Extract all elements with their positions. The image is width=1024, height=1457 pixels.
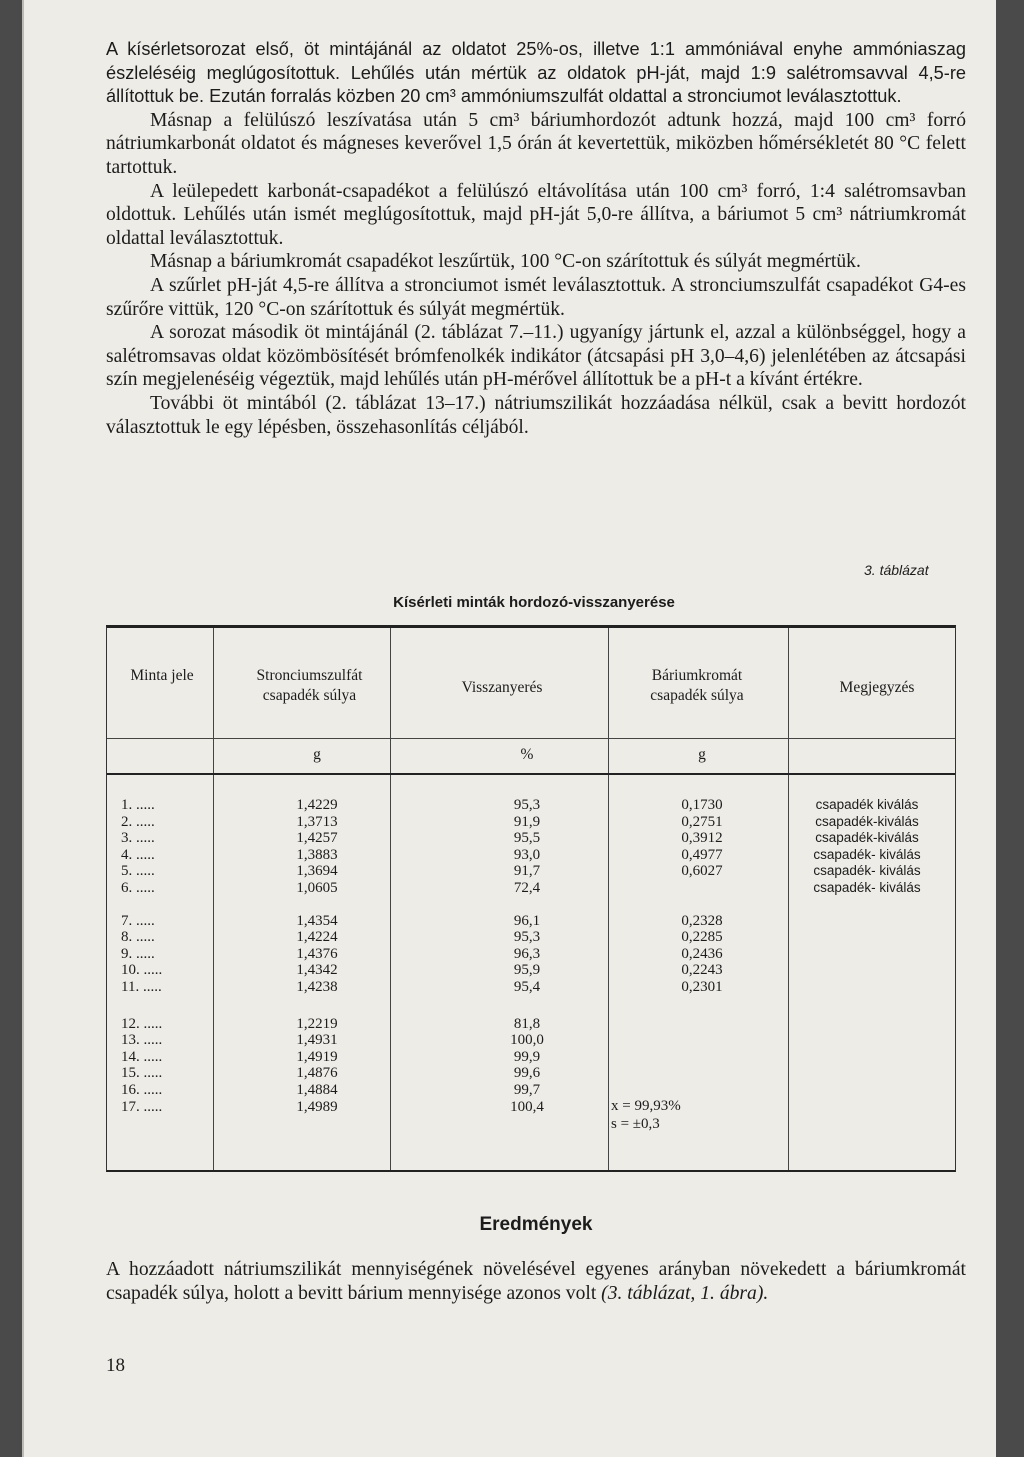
- cell-sr: 1,0605: [296, 880, 338, 896]
- table-row: [107, 1064, 955, 1082]
- cell-ba: 0,1730: [681, 797, 723, 813]
- header-rule: [107, 738, 955, 739]
- table-row: [107, 796, 955, 814]
- cell-vis: 91,7: [513, 863, 541, 880]
- cell-minta: 1. .....: [121, 797, 155, 813]
- paragraph-1: A kísérletsorozat első, öt mintájánál az oldatot 25%-os, illetve 1:1 ammóniával enyhe ammóniaszag észleléséig meglúgosítottuk. Lehűlés után mértük az oldatok pH-ját, majd 1:9 salétromsavval 4,5-re állítottuk be. Ezután forralás közben 20 cm³ ammóniumszulfát oldattal a stronciumot leválasztottuk.: [106, 39, 966, 107]
- cell-vis: 96,3: [513, 945, 541, 962]
- table-row: [107, 1098, 955, 1116]
- table-row: [107, 862, 955, 880]
- paragraph-5: A szűrlet pH-ját 4,5-re állítva a stronciumot ismét leválasztottuk. A stronciumszulfát csapadékot G4-es szűrőre vittük, 120 °C-on szárítottuk és súlyát megmértük.: [106, 274, 966, 320]
- cell-vis: 95,4: [513, 979, 541, 995]
- cell-vis: 93,0: [513, 846, 541, 863]
- cell-megjegyzes: csapadék-kiválás: [815, 830, 919, 846]
- table-number: 3. táblázat: [864, 562, 929, 578]
- cell-vis: 95,3: [513, 797, 541, 813]
- cell-ba: 0,3912: [681, 830, 723, 847]
- table-row: [107, 1015, 955, 1033]
- body-text: [106, 38, 966, 439]
- cell-minta: 15. .....: [121, 1065, 163, 1082]
- table-row: [107, 928, 955, 946]
- table-title: Kísérleti minták hordozó-visszanyerése: [393, 594, 675, 611]
- cell-sr: 1,4257: [296, 830, 338, 847]
- page-number: 18: [106, 1355, 125, 1376]
- cell-sr: 1,3713: [296, 813, 338, 830]
- table-row: [107, 846, 955, 864]
- unit-sr: g: [313, 746, 321, 763]
- cell-minta: 9. .....: [121, 945, 155, 962]
- table-row: [107, 945, 955, 963]
- cell-vis: 99,9: [513, 1048, 541, 1065]
- header-bariumkromat: Báriumkromát csapadék súlya: [650, 667, 744, 704]
- cell-ba: 0,4977: [681, 846, 723, 863]
- cell-minta: 6. .....: [121, 880, 155, 896]
- cell-minta: 8. .....: [121, 929, 155, 946]
- paragraph-2: Másnap a felülúszó leszívatása után 5 cm³ báriumhordozót adtunk hozzá, majd 100 cm³ forró nátriumkarbonát oldatot és mágneses keverővel 1,5 órán át kevertettük, miközben hőmérsékletét 80 °C felett tartottuk.: [106, 109, 966, 178]
- table-row: [107, 978, 955, 996]
- result-reference: (3. táblázat, 1. ábra).: [601, 1283, 769, 1304]
- result-text: A hozzáadott nátriumszilikát mennyiségének növelésével egyenes arányban növekedett a báriumkromát csapadék súlya, holott a bevitt bárium mennyisége azonos volt: [106, 1259, 966, 1304]
- cell-vis: 99,6: [513, 1065, 541, 1082]
- cell-sr: 1,4989: [296, 1098, 338, 1115]
- cell-vis: 81,8: [513, 1015, 541, 1032]
- cell-sr: 1,3883: [296, 846, 338, 863]
- cell-vis: 99,7: [513, 1082, 541, 1098]
- cell-vis: 95,9: [513, 962, 541, 979]
- cell-minta: 17. .....: [121, 1098, 163, 1115]
- table-row: [107, 1031, 955, 1049]
- paragraph-4: Másnap a báriumkromát csapadékot leszűrtük, 100 °C-on szárítottuk és súlyát megmértük.: [150, 251, 861, 273]
- cell-vis: 100,4: [510, 1098, 544, 1115]
- paragraph-7: További öt mintából (2. táblázat 13–17.) nátriumszilikát hozzáadása nélkül, csak a bevitt hordozót választottuk le egy lépésben, összehasonlítás céljából.: [106, 392, 966, 438]
- cell-sr: 1,4229: [296, 797, 338, 813]
- cell-minta: 12. .....: [121, 1015, 163, 1032]
- cell-sr: 1,2219: [296, 1015, 338, 1032]
- cell-megjegyzes: csapadék kiválás: [815, 797, 919, 812]
- stat-mean: x = 99,93%: [611, 1098, 681, 1114]
- paragraph-3: A leülepedett karbonát-csapadékot a felülúszó eltávolítása után 100 cm³ forró, 1:4 salétromsavban oldottuk. Lehűlés után ismét meglúgosítottuk, majd pH-ját 5,0-re állítva, a báriumot 5 cm³ nátriumkromát oldattal leválasztottuk.: [106, 180, 966, 249]
- header-rule-bold: [107, 773, 955, 775]
- cell-minta: 7. .....: [121, 912, 155, 929]
- cell-ba: 0,2301: [681, 979, 723, 995]
- cell-minta: 2. .....: [121, 813, 155, 830]
- cell-megjegyzes: csapadék- kiválás: [813, 846, 921, 862]
- header-stronciumszulfat: Stronciumszulfát csapadék súlya: [256, 667, 363, 704]
- cell-sr: 1,4354: [296, 912, 338, 929]
- cell-vis: 95,5: [513, 830, 541, 847]
- cell-vis: 96,1: [513, 912, 541, 929]
- cell-megjegyzes: csapadék- kiválás: [813, 880, 921, 895]
- cell-sr: 1,3694: [296, 863, 338, 880]
- cell-vis: 100,0: [510, 1032, 544, 1049]
- table-row: [107, 961, 955, 979]
- cell-vis: 95,3: [513, 929, 541, 946]
- stat-sd: s = ±0,3: [611, 1116, 660, 1132]
- cell-minta: 10. .....: [121, 962, 163, 979]
- cell-megjegyzes: csapadék- kiválás: [813, 863, 921, 879]
- table-row: [107, 879, 955, 897]
- cell-minta: 3. .....: [121, 830, 155, 847]
- cell-sr: 1,4876: [296, 1065, 338, 1082]
- cell-ba: 0,2285: [681, 929, 723, 946]
- cell-ba: 0,2751: [681, 813, 723, 830]
- cell-sr: 1,4342: [296, 962, 338, 979]
- cell-sr: 1,4238: [296, 979, 338, 995]
- header-visszanyeres: Visszanyerés: [461, 679, 543, 696]
- cell-ba: 0,2436: [681, 945, 723, 962]
- unit-vis: %: [520, 746, 534, 763]
- data-table: [106, 625, 956, 1172]
- cell-vis: 72,4: [513, 880, 541, 896]
- cell-minta: 16. .....: [121, 1082, 163, 1098]
- cell-vis: 91,9: [513, 813, 541, 830]
- cell-sr: 1,4931: [296, 1032, 338, 1049]
- document-page: [22, 0, 996, 1457]
- table-row: [107, 912, 955, 930]
- header-megjegyzes: Megjegyzés: [839, 679, 915, 696]
- cell-sr: 1,4919: [296, 1048, 338, 1065]
- table-row: [107, 829, 955, 847]
- cell-minta: 13. .....: [121, 1032, 163, 1049]
- header-minta: Minta jele: [130, 667, 194, 684]
- result-paragraph: [106, 1258, 966, 1306]
- table-row: [107, 813, 955, 831]
- cell-minta: 5. .....: [121, 863, 155, 880]
- table-row: [107, 1081, 955, 1099]
- cell-sr: 1,4224: [296, 929, 338, 946]
- unit-ba: g: [698, 746, 706, 763]
- cell-ba: 0,2243: [681, 962, 723, 979]
- cell-minta: 4. .....: [121, 846, 155, 863]
- cell-megjegyzes: csapadék-kiválás: [815, 813, 919, 829]
- cell-minta: 14. .....: [121, 1048, 163, 1065]
- cell-minta: 11. .....: [121, 979, 162, 995]
- paragraph-6: A sorozat második öt mintájánál (2. táblázat 7.–11.) ugyanígy jártunk el, azzal a különbséggel, hogy a salétromsavas oldat közömbösítését brómfenolkék indikátor (átcsapási pH 3,0–4,6) jelenlétében az átcsapási szín megjelenéséig végeztük, majd lehűlés után pH-mérővel állítottuk be a pH-t a kívánt értékre.: [106, 322, 966, 391]
- table-row: [107, 1048, 955, 1066]
- cell-sr: 1,4376: [296, 945, 338, 962]
- section-heading: Eredmények: [479, 1214, 593, 1235]
- cell-ba: 0,6027: [681, 863, 723, 880]
- cell-sr: 1,4884: [296, 1082, 338, 1098]
- cell-ba: 0,2328: [681, 912, 723, 929]
